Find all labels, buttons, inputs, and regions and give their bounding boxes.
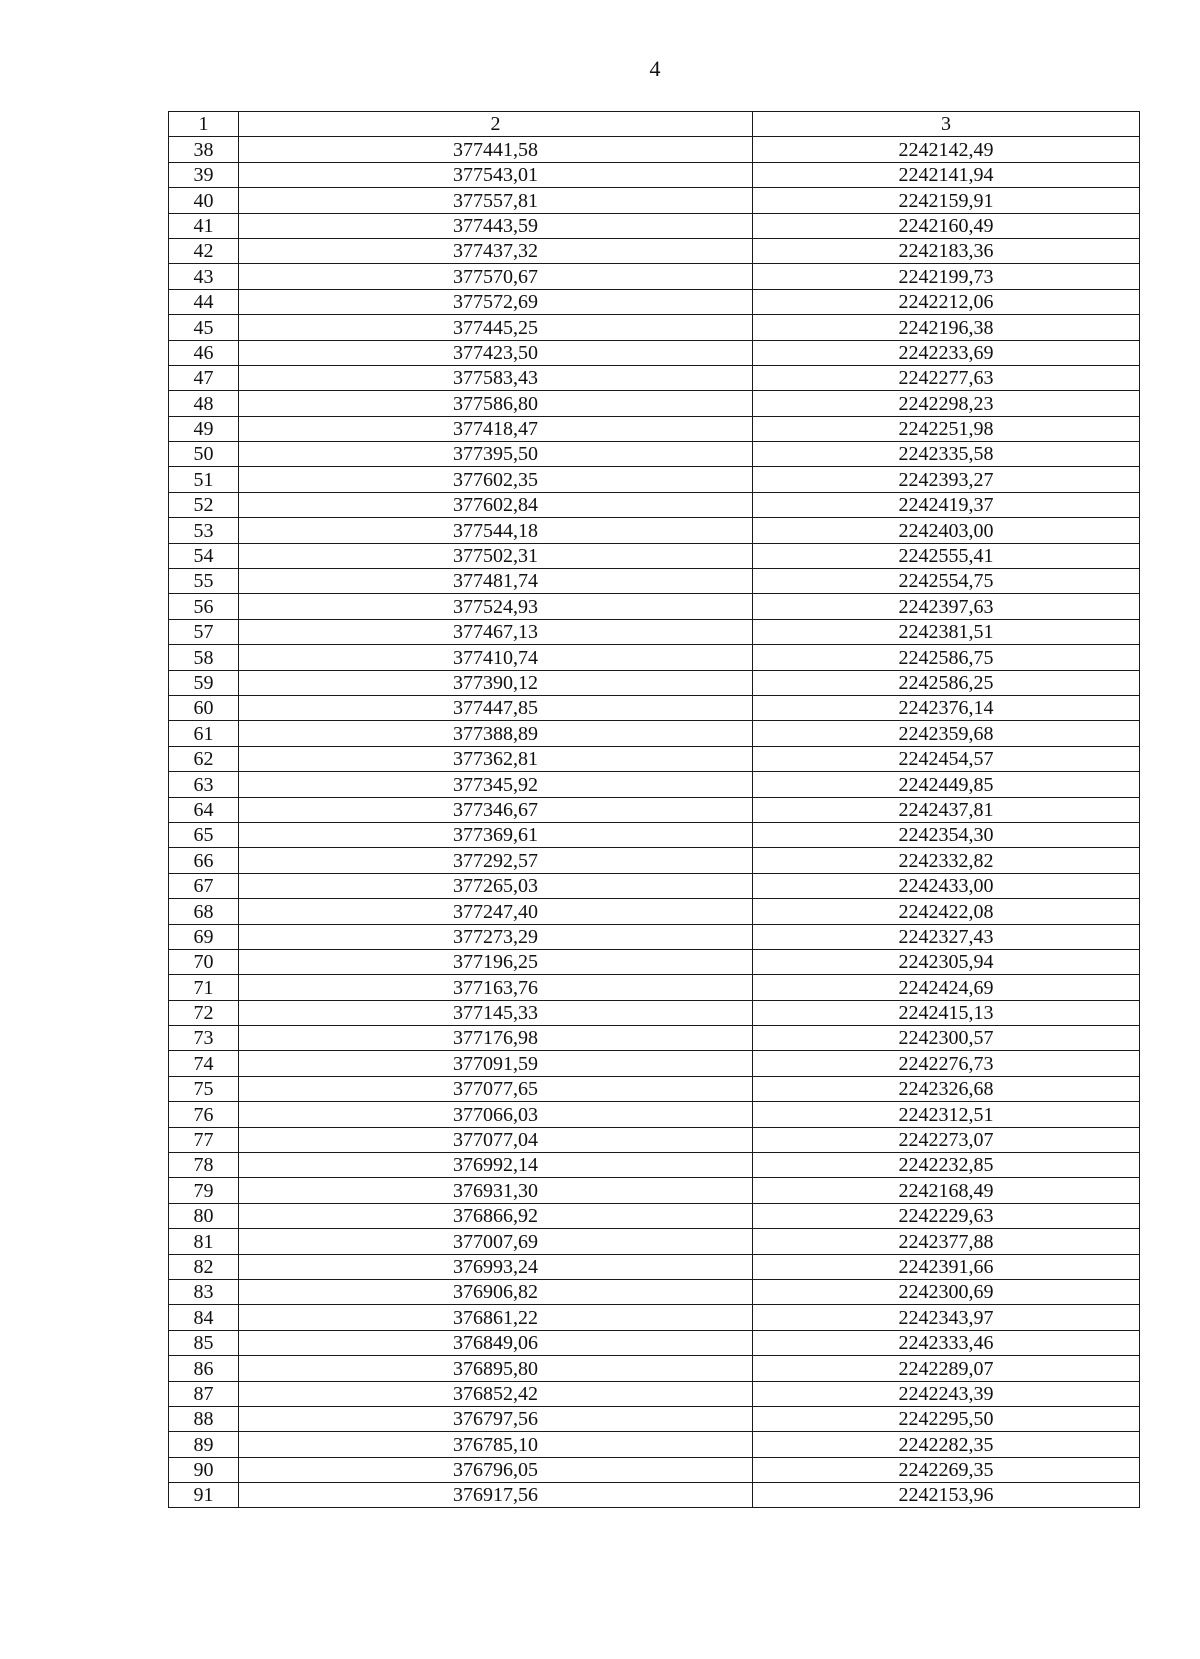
table-row <box>169 1026 1140 1051</box>
point-number-cell: 79 <box>169 1178 239 1203</box>
y-coordinate-cell: 2242359,68 <box>753 721 1140 746</box>
point-number-cell: 46 <box>169 340 239 365</box>
point-number-cell: 64 <box>169 797 239 822</box>
x-coordinate-cell: 377390,12 <box>239 670 753 695</box>
y-coordinate-cell: 2242251,98 <box>753 416 1140 441</box>
x-coordinate-cell: 377176,98 <box>239 1026 753 1051</box>
point-number-cell: 65 <box>169 822 239 847</box>
table-row <box>169 695 1140 720</box>
x-coordinate-cell: 377091,59 <box>239 1051 753 1076</box>
x-coordinate-cell: 377145,33 <box>239 1000 753 1025</box>
y-coordinate-cell: 2242422,08 <box>753 899 1140 924</box>
y-coordinate-cell: 2242142,49 <box>753 137 1140 162</box>
table-row <box>169 492 1140 517</box>
point-number-cell: 60 <box>169 695 239 720</box>
x-coordinate-cell: 377346,67 <box>239 797 753 822</box>
y-coordinate-cell: 2242298,23 <box>753 391 1140 416</box>
table-row <box>169 1305 1140 1330</box>
point-number-cell: 86 <box>169 1356 239 1381</box>
point-number-cell: 63 <box>169 772 239 797</box>
table-row <box>169 1432 1140 1457</box>
point-number-cell: 39 <box>169 162 239 187</box>
y-coordinate-cell: 2242335,58 <box>753 442 1140 467</box>
point-number-cell: 83 <box>169 1279 239 1304</box>
point-number-cell: 55 <box>169 569 239 594</box>
table-row <box>169 365 1140 390</box>
table-row <box>169 340 1140 365</box>
table-row <box>169 264 1140 289</box>
coordinates-table <box>168 111 1140 1508</box>
y-coordinate-cell: 2242277,63 <box>753 365 1140 390</box>
table-row <box>169 1102 1140 1127</box>
x-coordinate-cell: 377410,74 <box>239 645 753 670</box>
x-coordinate-cell: 377602,84 <box>239 492 753 517</box>
y-coordinate-cell: 2242160,49 <box>753 213 1140 238</box>
point-number-cell: 89 <box>169 1432 239 1457</box>
point-number-cell: 47 <box>169 365 239 390</box>
point-number-cell: 57 <box>169 619 239 644</box>
point-number-cell: 90 <box>169 1457 239 1482</box>
table-row <box>169 1254 1140 1279</box>
table-row <box>169 1178 1140 1203</box>
x-coordinate-cell: 376917,56 <box>239 1483 753 1508</box>
x-coordinate-cell: 376931,30 <box>239 1178 753 1203</box>
table-row <box>169 1457 1140 1482</box>
table-row <box>169 137 1140 162</box>
x-coordinate-cell: 377418,47 <box>239 416 753 441</box>
y-coordinate-cell: 2242229,63 <box>753 1203 1140 1228</box>
x-coordinate-cell: 376852,42 <box>239 1381 753 1406</box>
table-row <box>169 924 1140 949</box>
x-coordinate-cell: 377273,29 <box>239 924 753 949</box>
y-coordinate-cell: 2242327,43 <box>753 924 1140 949</box>
x-coordinate-cell: 377292,57 <box>239 848 753 873</box>
y-coordinate-cell: 2242196,38 <box>753 315 1140 340</box>
point-number-cell: 54 <box>169 543 239 568</box>
page-number: 4 <box>649 56 661 81</box>
y-coordinate-cell: 2242391,66 <box>753 1254 1140 1279</box>
table-row <box>169 645 1140 670</box>
point-number-cell: 48 <box>169 391 239 416</box>
y-coordinate-cell: 2242273,07 <box>753 1127 1140 1152</box>
point-number-cell: 82 <box>169 1254 239 1279</box>
x-coordinate-cell: 377265,03 <box>239 873 753 898</box>
x-coordinate-cell: 377163,76 <box>239 975 753 1000</box>
table-row <box>169 772 1140 797</box>
table-row <box>169 518 1140 543</box>
point-number-cell: 69 <box>169 924 239 949</box>
y-coordinate-cell: 2242554,75 <box>753 569 1140 594</box>
point-number-cell: 87 <box>169 1381 239 1406</box>
point-number-cell: 66 <box>169 848 239 873</box>
y-coordinate-cell: 2242276,73 <box>753 1051 1140 1076</box>
table-row <box>169 569 1140 594</box>
table-row <box>169 975 1140 1000</box>
point-number-cell: 38 <box>169 137 239 162</box>
x-coordinate-cell: 377441,58 <box>239 137 753 162</box>
point-number-cell: 49 <box>169 416 239 441</box>
point-number-cell: 74 <box>169 1051 239 1076</box>
y-coordinate-cell: 2242333,46 <box>753 1330 1140 1355</box>
x-coordinate-cell: 377395,50 <box>239 442 753 467</box>
y-coordinate-cell: 2242381,51 <box>753 619 1140 644</box>
point-number-cell: 85 <box>169 1330 239 1355</box>
y-coordinate-cell: 2242586,75 <box>753 645 1140 670</box>
table-row <box>169 619 1140 644</box>
x-coordinate-cell: 376849,06 <box>239 1330 753 1355</box>
point-number-cell: 72 <box>169 1000 239 1025</box>
x-coordinate-cell: 377467,13 <box>239 619 753 644</box>
column-header-3: 3 <box>753 112 1140 137</box>
x-coordinate-cell: 377583,43 <box>239 365 753 390</box>
point-number-cell: 40 <box>169 188 239 213</box>
point-number-cell: 50 <box>169 442 239 467</box>
table-row <box>169 1381 1140 1406</box>
y-coordinate-cell: 2242212,06 <box>753 289 1140 314</box>
x-coordinate-cell: 376895,80 <box>239 1356 753 1381</box>
y-coordinate-cell: 2242454,57 <box>753 746 1140 771</box>
y-coordinate-cell: 2242183,36 <box>753 238 1140 263</box>
x-coordinate-cell: 377388,89 <box>239 721 753 746</box>
x-coordinate-cell: 376861,22 <box>239 1305 753 1330</box>
x-coordinate-cell: 377570,67 <box>239 264 753 289</box>
y-coordinate-cell: 2242199,73 <box>753 264 1140 289</box>
y-coordinate-cell: 2242354,30 <box>753 822 1140 847</box>
x-coordinate-cell: 377196,25 <box>239 949 753 974</box>
y-coordinate-cell: 2242555,41 <box>753 543 1140 568</box>
table-row <box>169 721 1140 746</box>
x-coordinate-cell: 377481,74 <box>239 569 753 594</box>
column-header-1: 1 <box>169 112 239 137</box>
x-coordinate-cell: 376992,14 <box>239 1153 753 1178</box>
x-coordinate-cell: 377445,25 <box>239 315 753 340</box>
table-row <box>169 746 1140 771</box>
point-number-cell: 41 <box>169 213 239 238</box>
y-coordinate-cell: 2242343,97 <box>753 1305 1140 1330</box>
y-coordinate-cell: 2242415,13 <box>753 1000 1140 1025</box>
table-row <box>169 213 1140 238</box>
table-row <box>169 1051 1140 1076</box>
point-number-cell: 68 <box>169 899 239 924</box>
table-row <box>169 188 1140 213</box>
point-number-cell: 51 <box>169 467 239 492</box>
x-coordinate-cell: 376796,05 <box>239 1457 753 1482</box>
x-coordinate-cell: 377557,81 <box>239 188 753 213</box>
y-coordinate-cell: 2242289,07 <box>753 1356 1140 1381</box>
y-coordinate-cell: 2242305,94 <box>753 949 1140 974</box>
table-row <box>169 899 1140 924</box>
point-number-cell: 88 <box>169 1406 239 1431</box>
table-row <box>169 822 1140 847</box>
x-coordinate-cell: 376993,24 <box>239 1254 753 1279</box>
point-number-cell: 75 <box>169 1076 239 1101</box>
point-number-cell: 73 <box>169 1026 239 1051</box>
point-number-cell: 52 <box>169 492 239 517</box>
point-number-cell: 42 <box>169 238 239 263</box>
table-row <box>169 289 1140 314</box>
point-number-cell: 62 <box>169 746 239 771</box>
table-row <box>169 848 1140 873</box>
table-row <box>169 1406 1140 1431</box>
y-coordinate-cell: 2242437,81 <box>753 797 1140 822</box>
table-body <box>169 137 1140 1508</box>
point-number-cell: 71 <box>169 975 239 1000</box>
y-coordinate-cell: 2242282,35 <box>753 1432 1140 1457</box>
y-coordinate-cell: 2242376,14 <box>753 695 1140 720</box>
y-coordinate-cell: 2242403,00 <box>753 518 1140 543</box>
y-coordinate-cell: 2242232,85 <box>753 1153 1140 1178</box>
point-number-cell: 67 <box>169 873 239 898</box>
x-coordinate-cell: 377369,61 <box>239 822 753 847</box>
y-coordinate-cell: 2242377,88 <box>753 1229 1140 1254</box>
table-row <box>169 1203 1140 1228</box>
point-number-cell: 80 <box>169 1203 239 1228</box>
x-coordinate-cell: 377066,03 <box>239 1102 753 1127</box>
x-coordinate-cell: 377007,69 <box>239 1229 753 1254</box>
table-row <box>169 594 1140 619</box>
table-row <box>169 543 1140 568</box>
x-coordinate-cell: 377077,65 <box>239 1076 753 1101</box>
point-number-cell: 61 <box>169 721 239 746</box>
point-number-cell: 45 <box>169 315 239 340</box>
x-coordinate-cell: 377362,81 <box>239 746 753 771</box>
x-coordinate-cell: 376906,82 <box>239 1279 753 1304</box>
y-coordinate-cell: 2242233,69 <box>753 340 1140 365</box>
y-coordinate-cell: 2242393,27 <box>753 467 1140 492</box>
point-number-cell: 43 <box>169 264 239 289</box>
table-row <box>169 1076 1140 1101</box>
x-coordinate-cell: 377544,18 <box>239 518 753 543</box>
y-coordinate-cell: 2242300,57 <box>753 1026 1140 1051</box>
table-row <box>169 1330 1140 1355</box>
point-number-cell: 59 <box>169 670 239 695</box>
y-coordinate-cell: 2242449,85 <box>753 772 1140 797</box>
table-header-row <box>169 112 1140 137</box>
table-row <box>169 1356 1140 1381</box>
y-coordinate-cell: 2242433,00 <box>753 873 1140 898</box>
table-row <box>169 238 1140 263</box>
y-coordinate-cell: 2242295,50 <box>753 1406 1140 1431</box>
y-coordinate-cell: 2242419,37 <box>753 492 1140 517</box>
y-coordinate-cell: 2242397,63 <box>753 594 1140 619</box>
point-number-cell: 53 <box>169 518 239 543</box>
point-number-cell: 56 <box>169 594 239 619</box>
table-row <box>169 1279 1140 1304</box>
x-coordinate-cell: 377502,31 <box>239 543 753 568</box>
table-row <box>169 1229 1140 1254</box>
x-coordinate-cell: 377602,35 <box>239 467 753 492</box>
y-coordinate-cell: 2242141,94 <box>753 162 1140 187</box>
table-row <box>169 416 1140 441</box>
table-row <box>169 162 1140 187</box>
x-coordinate-cell: 377345,92 <box>239 772 753 797</box>
table-row <box>169 315 1140 340</box>
x-coordinate-cell: 377437,32 <box>239 238 753 263</box>
x-coordinate-cell: 377423,50 <box>239 340 753 365</box>
x-coordinate-cell: 377586,80 <box>239 391 753 416</box>
table-row <box>169 1483 1140 1508</box>
y-coordinate-cell: 2242269,35 <box>753 1457 1140 1482</box>
x-coordinate-cell: 376785,10 <box>239 1432 753 1457</box>
point-number-cell: 44 <box>169 289 239 314</box>
table-row <box>169 873 1140 898</box>
point-number-cell: 78 <box>169 1153 239 1178</box>
y-coordinate-cell: 2242300,69 <box>753 1279 1140 1304</box>
y-coordinate-cell: 2242424,69 <box>753 975 1140 1000</box>
y-coordinate-cell: 2242159,91 <box>753 188 1140 213</box>
point-number-cell: 91 <box>169 1483 239 1508</box>
x-coordinate-cell: 377524,93 <box>239 594 753 619</box>
table-row <box>169 670 1140 695</box>
point-number-cell: 81 <box>169 1229 239 1254</box>
x-coordinate-cell: 377543,01 <box>239 162 753 187</box>
y-coordinate-cell: 2242586,25 <box>753 670 1140 695</box>
y-coordinate-cell: 2242168,49 <box>753 1178 1140 1203</box>
x-coordinate-cell: 377077,04 <box>239 1127 753 1152</box>
table-row <box>169 797 1140 822</box>
x-coordinate-cell: 376866,92 <box>239 1203 753 1228</box>
y-coordinate-cell: 2242332,82 <box>753 848 1140 873</box>
x-coordinate-cell: 377247,40 <box>239 899 753 924</box>
table-row <box>169 442 1140 467</box>
table-row <box>169 949 1140 974</box>
table-row <box>169 1127 1140 1152</box>
column-header-2: 2 <box>239 112 753 137</box>
point-number-cell: 58 <box>169 645 239 670</box>
point-number-cell: 84 <box>169 1305 239 1330</box>
x-coordinate-cell: 377443,59 <box>239 213 753 238</box>
table-row <box>169 1153 1140 1178</box>
table-row <box>169 467 1140 492</box>
x-coordinate-cell: 377572,69 <box>239 289 753 314</box>
table-row <box>169 391 1140 416</box>
y-coordinate-cell: 2242312,51 <box>753 1102 1140 1127</box>
y-coordinate-cell: 2242153,96 <box>753 1483 1140 1508</box>
table-row <box>169 1000 1140 1025</box>
x-coordinate-cell: 377447,85 <box>239 695 753 720</box>
point-number-cell: 76 <box>169 1102 239 1127</box>
y-coordinate-cell: 2242243,39 <box>753 1381 1140 1406</box>
point-number-cell: 70 <box>169 949 239 974</box>
x-coordinate-cell: 376797,56 <box>239 1406 753 1431</box>
point-number-cell: 77 <box>169 1127 239 1152</box>
y-coordinate-cell: 2242326,68 <box>753 1076 1140 1101</box>
